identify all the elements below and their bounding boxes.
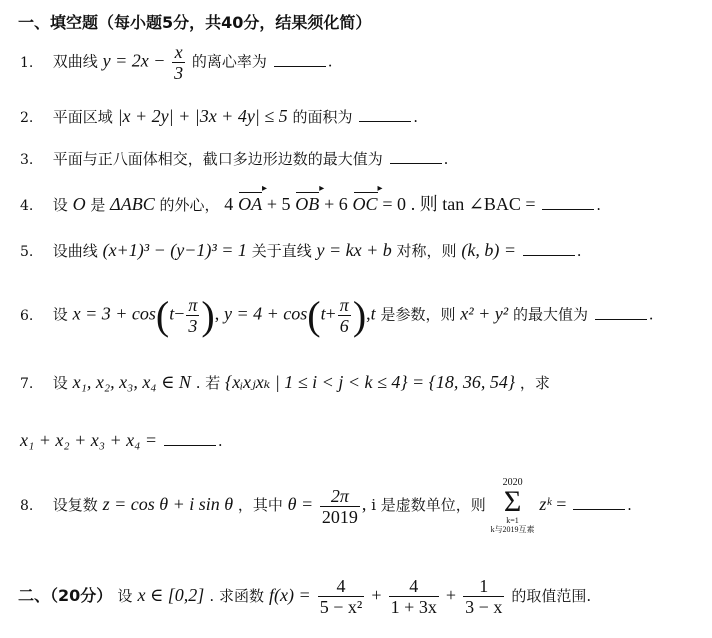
- function-label: f(x) =: [269, 585, 311, 605]
- math-expression: x₁ + x₂ + x₃ + x₄ =: [20, 430, 158, 450]
- question-text: 对称，则: [396, 242, 457, 260]
- math-expression: |x + 2y| + |3x + 4y| ≤ 5: [117, 106, 288, 126]
- answer-blank[interactable]: [164, 431, 216, 446]
- math-point-o: O: [72, 194, 86, 214]
- fraction: [338, 295, 351, 336]
- coefficient: + 6: [324, 194, 348, 214]
- question-7: [20, 372, 550, 393]
- comma: ,: [361, 494, 367, 514]
- question-text: 设: [52, 374, 68, 392]
- answer-blank[interactable]: [523, 241, 575, 256]
- plus-sign: +: [325, 303, 336, 324]
- period: .: [627, 496, 632, 514]
- question-text: 设复数: [52, 496, 98, 514]
- theta-label: θ =: [287, 494, 314, 514]
- math-expression: x² + y²: [460, 303, 509, 324]
- summation: [491, 478, 535, 534]
- plus-sign: +: [445, 585, 457, 605]
- period: .: [648, 305, 654, 324]
- vector-oa: ▸ OA: [238, 194, 262, 215]
- sum-upper: 2020: [502, 477, 523, 488]
- question-1: [20, 42, 333, 83]
- question-text: 设曲线: [52, 242, 98, 260]
- question-text: . 若: [195, 374, 221, 392]
- numerator: π: [188, 295, 198, 315]
- math-expression: y = 2x −: [102, 50, 166, 71]
- question-text: 关于直线: [251, 242, 312, 260]
- fraction: [463, 576, 504, 617]
- math-expression: z = cos θ + i sin θ: [102, 494, 234, 514]
- paren-right: ): [352, 293, 367, 338]
- section-two-label: 二、（20分）: [18, 586, 113, 605]
- answer-blank[interactable]: [359, 107, 411, 122]
- period: .: [327, 52, 333, 71]
- equals-zero: = 0: [382, 194, 406, 214]
- question-text: ，求: [519, 374, 550, 392]
- question-text: 平面与正八面体相交，截口多边形边数的最大值为: [52, 150, 383, 168]
- question-3: [20, 148, 448, 169]
- sigma-symbol: Σ: [503, 485, 522, 518]
- period: .: [217, 432, 223, 450]
- question-text: i 是虚数单位，则: [371, 496, 486, 514]
- period: .: [596, 196, 602, 214]
- equals: =: [556, 494, 567, 514]
- question-2: [20, 106, 418, 127]
- answer-blank[interactable]: [390, 149, 442, 164]
- denominator: 6: [339, 316, 349, 336]
- question-number: 4.: [20, 198, 34, 214]
- comma: ,: [214, 303, 220, 324]
- variable-t: t: [320, 303, 326, 324]
- fraction: [172, 42, 185, 83]
- sum-term: zᵏ: [539, 494, 552, 514]
- numerator: 2π: [320, 486, 360, 507]
- question-6: [20, 292, 654, 339]
- answer-blank[interactable]: [595, 305, 647, 320]
- question-5: [20, 240, 582, 261]
- coefficient: + 5: [266, 194, 291, 214]
- math-expression: (x+1)³ − (y−1)³ = 1: [102, 240, 247, 260]
- denominator: 3 − x: [465, 597, 503, 617]
- denominator: 2019: [321, 506, 358, 527]
- denominator: 3: [188, 316, 198, 336]
- question-number: 3.: [20, 152, 34, 168]
- math-expression: y = 4 + cos: [224, 303, 308, 324]
- period: .: [576, 242, 582, 260]
- numerator: 4: [318, 576, 365, 597]
- question-text: 的取值范围.: [511, 587, 592, 605]
- section-two: [18, 576, 591, 617]
- math-expression: x = 3 + cos: [72, 303, 156, 324]
- question-text: . 则 tan ∠BAC =: [410, 194, 536, 214]
- domain-expression: x ∈ [0,2]: [137, 585, 205, 605]
- question-number: 2.: [20, 110, 34, 126]
- question-number: 7.: [20, 376, 34, 392]
- question-8: [20, 478, 632, 534]
- question-number: 1.: [20, 54, 34, 71]
- fraction: [389, 576, 439, 617]
- question-number: 8.: [20, 498, 34, 514]
- numerator: 1: [463, 576, 504, 597]
- math-pair: (k, b) =: [461, 240, 516, 260]
- paren-left: (: [307, 293, 321, 338]
- denominator: 1 + 3x: [390, 597, 437, 617]
- question-text: 设: [52, 305, 68, 324]
- denominator: 3: [174, 63, 184, 83]
- period: .: [443, 150, 449, 168]
- math-set: {xᵢxⱼxₖ | 1 ≤ i < j < k ≤ 4} = {18, 36, 54}: [225, 372, 516, 392]
- answer-blank[interactable]: [573, 495, 625, 510]
- question-text: 是: [90, 196, 106, 214]
- denominator: 5 − x²: [319, 597, 363, 617]
- question-text: 的最大值为: [512, 305, 588, 324]
- question-text: 的面积为: [292, 108, 353, 126]
- question-text: . 求函数: [209, 587, 264, 605]
- math-triangle: ΔABC: [110, 194, 155, 214]
- question-number: 5.: [20, 244, 34, 260]
- line-equation: y = kx + b: [316, 240, 392, 260]
- fraction: [186, 295, 199, 336]
- numerator: π: [339, 295, 349, 315]
- plus-sign: +: [371, 585, 382, 605]
- comma: ,: [366, 303, 371, 324]
- variable-t: t: [370, 303, 376, 324]
- vector-ob: ▸ OB: [295, 194, 319, 215]
- answer-blank[interactable]: [542, 195, 594, 210]
- question-text: 设: [52, 196, 68, 214]
- question-4: [20, 190, 601, 216]
- question-text: 双曲线: [52, 52, 98, 71]
- coefficient: 4: [224, 194, 234, 214]
- sum-condition: k与2019互素: [490, 525, 535, 534]
- question-number: 6.: [20, 307, 34, 324]
- paren-left: (: [155, 293, 170, 338]
- question-text: 的外心，: [159, 196, 220, 214]
- paren-right: ): [201, 293, 215, 338]
- question-7-line-2: [20, 430, 223, 451]
- section-one-title: 一、填空题（每小题5分，共40分，结果须化简）: [18, 13, 372, 32]
- fraction: [320, 486, 360, 527]
- question-text: 是参数，则: [380, 305, 456, 324]
- numerator: 4: [389, 576, 439, 597]
- question-text: 平面区域: [52, 108, 113, 126]
- answer-blank[interactable]: [274, 52, 326, 67]
- question-text: ，其中: [237, 496, 283, 514]
- math-variables: x₁, x₂, x₃, x₄ ∈ N: [72, 372, 191, 392]
- period: .: [413, 108, 419, 126]
- question-text: 的离心率为: [191, 52, 267, 71]
- numerator: x: [172, 42, 185, 63]
- variable-t: t: [169, 303, 175, 324]
- question-text: 设: [117, 587, 133, 605]
- sum-lower: k=1: [506, 516, 519, 525]
- minus-sign: −: [174, 303, 185, 324]
- vector-oc: ▸ OC: [353, 194, 378, 215]
- fraction: [318, 576, 365, 617]
